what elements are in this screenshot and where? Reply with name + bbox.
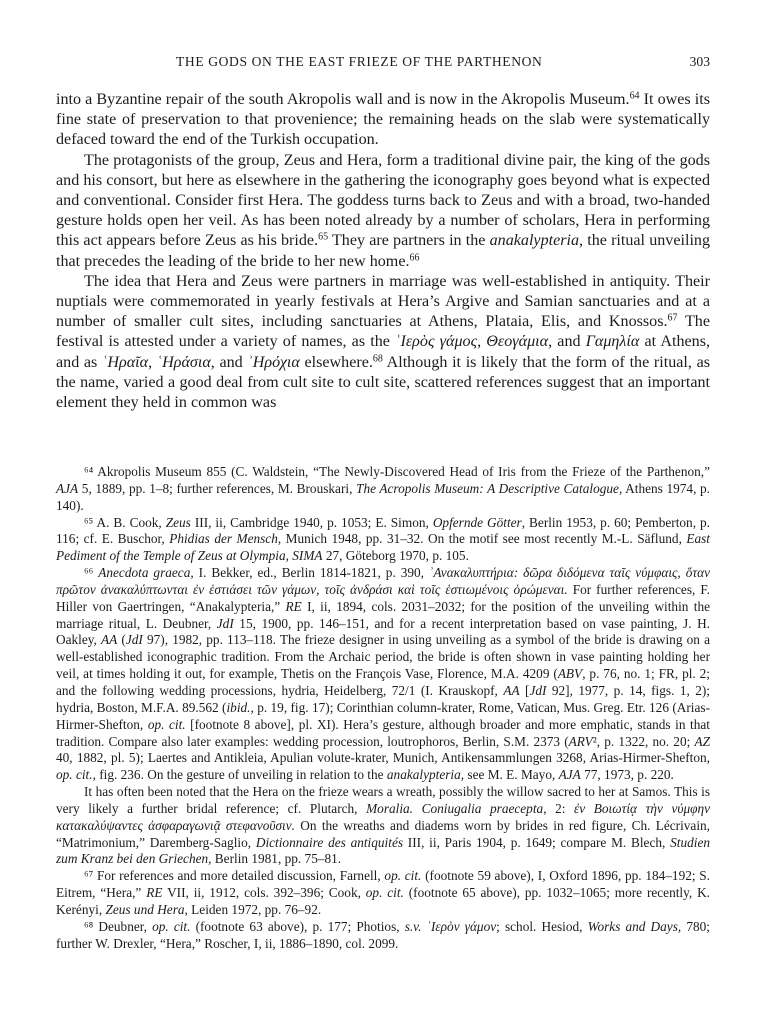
text-run: 27, Göteborg 1970, p. 105. xyxy=(322,548,469,564)
footnote-67 xyxy=(56,868,710,919)
text-run: 5, 1889, pp. 1–8; further references, M. Brouskari, xyxy=(78,480,357,496)
italic-title: Dictionnaire des antiquités xyxy=(255,834,404,850)
text-run: , Munich 1948, pp. 31–32. On the motif see most recently M.-L. Säflund, xyxy=(277,531,687,547)
text-run: , xyxy=(477,333,487,351)
greek-quotation: ʾΑνακαλυπτήρια: δῶρα διδόμενα ταῖς νύμφαις, ὅταν πρῶτον ἀνακαλύπτωνται ἐν ἑστιάσει τῶν γάμων, τοῖς ἀνδράσι καὶ τοῖς ἑστιωμένοις ὁρώμεναι. xyxy=(56,565,710,597)
text-run: , Athens 1974, p. 140). xyxy=(56,480,711,513)
italic-title: East Pediment of the Temple of Zeus at Olympia, SIMA xyxy=(56,531,710,564)
italic-title: AJA xyxy=(56,480,79,496)
text-run: ², p. 1322, no. 20; xyxy=(592,733,695,749)
greek-term: Γαμηλία xyxy=(585,333,640,351)
footnote-ref: 68 xyxy=(372,353,383,365)
italic-title: op. cit. xyxy=(152,918,191,934)
text-run: , the ritual unveiling that precedes the leading of the bride to her new home. xyxy=(56,232,711,270)
text-run: at Athens, and as xyxy=(56,333,710,371)
italic-title: Opfernde Götter xyxy=(432,514,522,530)
text-run: , 2: xyxy=(543,800,575,816)
greek-term: ʿΙερὸν γάμον xyxy=(426,918,497,934)
italic-title: op. cit. xyxy=(56,767,93,783)
body-paragraph xyxy=(56,151,710,272)
text-run: ⁶⁶ xyxy=(84,565,99,581)
text-run: III, ii, Cambridge 1940, p. 1053; E. Simon, xyxy=(190,514,433,530)
italic-title: AA xyxy=(503,682,520,698)
italic-title: op. cit. xyxy=(365,885,404,901)
text-run: (footnote 59 above), I, Oxford 1896, pp. 184–192; S. Eitrem, “Hera,” xyxy=(56,868,711,901)
italic-title: s.v. xyxy=(404,918,422,934)
footnote-ref: 66 xyxy=(409,252,420,264)
text-run: They are partners in the xyxy=(328,232,490,250)
italic-title: AJA xyxy=(558,767,581,783)
footnote-66-continued xyxy=(56,784,710,868)
text-run: , and xyxy=(210,353,248,371)
body-paragraph xyxy=(56,272,710,413)
italic-title: op. cit. xyxy=(147,716,186,732)
body-text xyxy=(56,90,710,413)
text-run: (footnote 63 above), p. 177; Photios, xyxy=(190,918,405,934)
greek-quotation: ἐν Βοιωτίᾳ τὴν νύμφην κατακαλύψαντες ἀσφαραγωνιᾷ στεφανοῦσιν. xyxy=(56,800,710,833)
text-run: ⁶⁵ A. B. Cook, xyxy=(84,514,166,530)
text-run: elsewhere. xyxy=(299,353,373,371)
page-number: 303 xyxy=(689,54,710,69)
text-run: 15, 1900, pp. 146–151, and for a recent interpretation based on vase painting, J. H. Oakley, xyxy=(56,615,710,648)
text-run: , Leiden 1972, pp. 76–92. xyxy=(184,901,322,917)
italic-title: Zeus xyxy=(165,514,191,530)
italic-title: Phidias der Mensch xyxy=(169,531,278,547)
text-run: , I. Bekker, ed., Berlin 1814-1821, p. 390, xyxy=(190,565,429,581)
text-run: ( xyxy=(117,632,126,648)
italic-title: anakalypteria xyxy=(386,767,461,783)
footnote-ref: 65 xyxy=(318,231,329,243)
italic-title: JdI xyxy=(216,615,234,631)
text-run: VII, ii, 1912, cols. 392–396; Cook, xyxy=(162,885,366,901)
text-run: 77, 1973, p. 220. xyxy=(580,767,674,783)
text-run: Although it is likely that the form of the ritual, as the name, varied a good deal from cult site to cult site, scattered references suggest that an important element they held in common was xyxy=(56,353,710,412)
text-run: into a Byzantine repair of the south Akropolis wall and is now in the Akropolis Museum. xyxy=(56,91,630,108)
text-run: , xyxy=(148,353,157,371)
italic-title: ABV xyxy=(557,666,583,682)
text-run: 92], 1977, p. 14, figs. 1, 2); hydria, Boston, M.F.A. 89.562 ( xyxy=(56,682,710,715)
text-run: 40, 1882, pl. 5); Laertes and Antikleia, Apulian volute-krater, Munich, Antikensammlungen 3268, Arias-Hirmer-Shefton, xyxy=(56,750,710,766)
italic-term: anakalypteria xyxy=(489,232,580,250)
greek-term: ʿΗράσια xyxy=(156,353,211,371)
footnote-ref: 64 xyxy=(629,90,640,102)
italic-title: Moralia. Coniugalia praecepta xyxy=(366,800,544,816)
text-run: The idea that Hera and Zeus were partners in marriage was well-established in antiquity. Their nuptials were commemorated in yearly festivals at Hera’s Argive and Samian sanctuaries and at a number of smaller cult sites, including sanctuaries at Athens, Plataia, Elis, and Knossos. xyxy=(56,272,710,331)
footnote-68 xyxy=(56,919,710,953)
running-title: THE GODS ON THE EAST FRIEZE OF THE PARTHENON xyxy=(176,54,543,69)
text-run: ⁶⁷ For references and more detailed discussion, Farnell, xyxy=(84,868,385,884)
text-run: [footnote 8 above], pl. XI). Hera’s gesture, although broader and more emphatic, stands in that tradition. Compare also later examples: wedding procession, loutrophoros, Berlin, S.M. 2373 ( xyxy=(56,716,710,749)
greek-term: ʿΗραῖα xyxy=(101,353,149,371)
text-run: It owes its fine state of preservation to that provenience; the remaining heads on the slab were systematically defaced toward the end of the Turkish occupation. xyxy=(56,91,710,149)
text-run: , Berlin 1981, pp. 75–81. xyxy=(208,851,342,867)
text-run: [ xyxy=(519,682,530,698)
footnote-ref: 67 xyxy=(667,312,678,324)
text-run: 97), 1982, pp. 113–118. The frieze designer in using unveiling as a symbol of the bride is drawing on a well-established iconographic tradition. From the Archaic period, the bride is often shown in vase painting holding her veil, at times holding it out, for example, Thetis on the François Vase, Florence, M.A. 4209 ( xyxy=(56,632,710,682)
greek-term: ʿΙερὸς γάμος xyxy=(395,333,478,351)
italic-title: JdI xyxy=(125,632,143,648)
text-run: On the wreaths and diadems worn by brides in red figure, Ch. Lécrivain, “Matrimonium,” Daremberg-Saglio, xyxy=(56,817,710,850)
text-run: III, ii, Paris 1904, p. 1649; compare M. Blech, xyxy=(403,834,671,850)
greek-term: Θεογάμια xyxy=(486,333,549,351)
body-paragraph xyxy=(56,90,710,151)
text-run: , fig. 236. On the gesture of unveiling in relation to the xyxy=(92,767,387,783)
italic-title: op. cit. xyxy=(384,868,422,884)
footnotes xyxy=(56,464,710,952)
footnote-66 xyxy=(56,565,710,784)
running-header xyxy=(56,54,710,72)
text-run: ; schol. Hesiod, xyxy=(496,918,588,934)
italic-title: Anecdota graeca xyxy=(98,565,191,581)
text-run: For further references, F. Hiller von Gaertringen, “Anakalypteria,” xyxy=(56,581,710,614)
text-run: ⁶⁸ Deubner, xyxy=(84,918,153,934)
italic-title: RE xyxy=(146,885,163,901)
text-run: The festival is attested under a variety of names, as the xyxy=(56,313,710,351)
text-run: , see M. E. Mayo, xyxy=(460,767,559,783)
italic-title: Studien zum Kranz bei den Griechen xyxy=(56,834,710,867)
text-run: , and xyxy=(548,333,586,351)
text-run: The protagonists of the group, Zeus and Hera, form a traditional divine pair, the king of the gods and his consort, but here as elsewhere in the gathering the iconography goes beyond what is expected and conventional. Consider first Hera. The goddess turns back to Zeus and with a broad, two-handed gesture holds open her veil. As has been noted already by a number of scholars, Hera in performing this act appears before Zeus as his bride. xyxy=(56,151,710,250)
italic-title: ibid. xyxy=(226,699,251,715)
text-run: ⁶⁴ Akropolis Museum 855 (C. Waldstein, “The Newly-Discovered Head of Iris from the Frieze of the Parthenon,” xyxy=(84,464,710,479)
italic-title: Zeus und Hera xyxy=(105,901,185,917)
footnote-65 xyxy=(56,515,710,566)
greek-term: ʾΗρόχια xyxy=(247,353,300,371)
text-run: I, ii, 1894, cols. 2031–2032; for the position of the unveiling within the marriage ritual, L. Deubner, xyxy=(56,598,710,631)
text-run: (footnote 65 above), pp. 1032–1065; more recently, K. Kerényi, xyxy=(56,885,711,917)
italic-title: Works and Days xyxy=(587,918,678,934)
text-run: , 780; further W. Drexler, “Hera,” Roscher, I, ii, 1886–1890, col. 2099. xyxy=(56,918,710,951)
italic-title: AA xyxy=(101,632,118,648)
text-run: , p. 19, fig. 17); Corinthian column-krater, Rome, Vatican, Mus. Greg. Etr. 126 (Arias-Hirmer-Shefton, xyxy=(56,699,710,732)
italic-title: The Acropolis Museum: A Descriptive Catalogue xyxy=(356,480,619,496)
italic-title: JdI xyxy=(529,682,547,698)
text-run: , p. 76, no. 1; FR, pl. 2; and the following wedding processions, hydria, Heidelberg, 72/1 (I. Krauskopf, xyxy=(56,666,710,698)
italic-title: AZ xyxy=(694,733,710,749)
italic-title: ARV xyxy=(568,733,593,749)
text-run: It has often been noted that the Hera on the frieze wears a wreath, possibly the willow sacred to her at Samos. This is very likely a further bridal reference; cf. Plutarch, xyxy=(56,784,710,816)
text-run: , Berlin 1953, p. 60; Pemberton, p. 116; cf. E. Buschor, xyxy=(56,514,710,547)
italic-title: RE xyxy=(285,598,302,614)
footnote-64 xyxy=(56,464,710,515)
